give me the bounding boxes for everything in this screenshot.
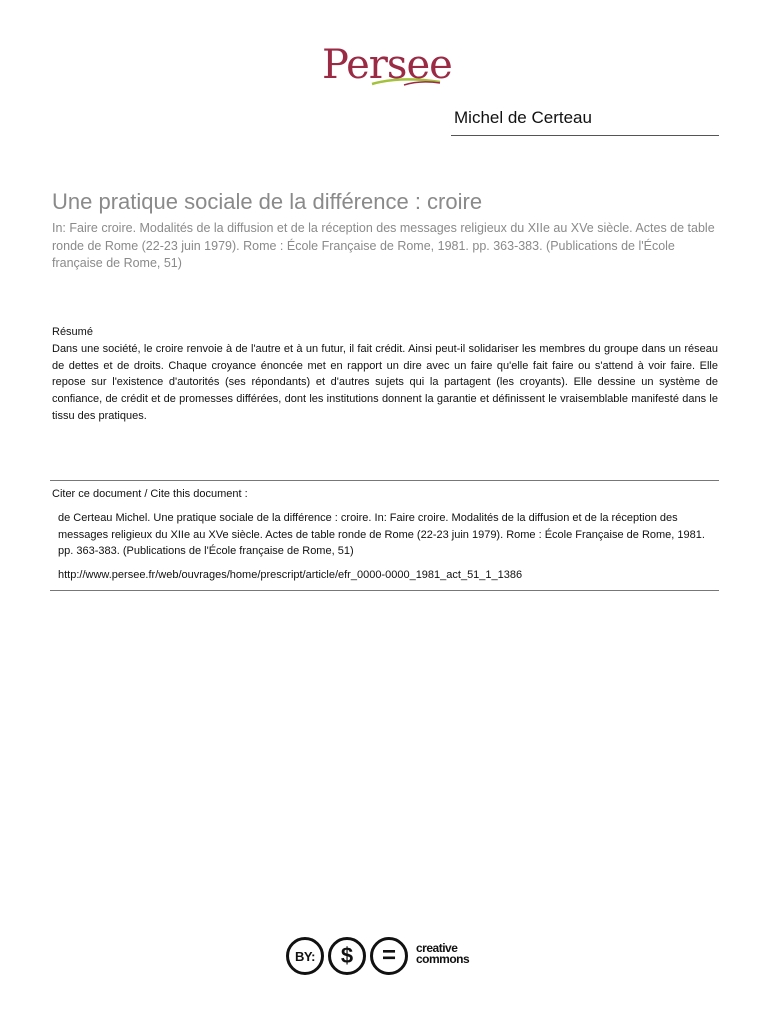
resume-body: Dans une société, le croire renvoie à de l'autre et à un futur, il fait crédit. Ainsi peut-il solidariser les membres du groupe dans un réseau de dettes et de droits. Chaque croyance énoncée met en rapport un dire avec un faire qu'elle fait faire ou s'attend à voir faire. Elle repose sur l'existence d'autorités (ses répondants) et d'autres sujets qui la partagent (les croyants). Elle dessine un système de confiance, de crédit et de promesses différées, dont les institutions donnent la garantie et définissent le vraisemblable manifesté dans le tissu des pratiques. [52, 343, 718, 422]
cc-nc-icon: $ [328, 937, 366, 975]
wordmark-line-1: creative [416, 941, 458, 955]
citation-heading: Citer ce document / Cite this document : [52, 488, 248, 500]
persee-logo-text: Persee [322, 42, 452, 88]
resume-heading: Résumé [52, 326, 93, 338]
author-name: Michel de Certeau [454, 108, 592, 127]
citation-top-divider [50, 480, 719, 481]
creative-commons-license-badge[interactable] [286, 937, 486, 977]
author-divider [451, 135, 719, 136]
logo-swoosh-icon [370, 74, 442, 88]
citation-text: de Certeau Michel. Une pratique sociale de la différence : croire. In: Faire croire. Modalités de la diffusion et de la réception des messages religieux du XIIe au XVe siècle. Actes de table ronde de Rome (22-23 juin 1979). Rome : École Française de Rome, 1981. pp. 363-383. (Publications de l'École française de Rome, 51) [58, 512, 705, 557]
article-source: In: Faire croire. Modalités de la diffusion et de la réception des messages religieux du XIIe au XVe siècle. Actes de table ronde de Rome (22-23 juin 1979). Rome : École Française de Rome, 1981. pp. 363-383. (Publications de l'École française de Rome, 51) [52, 221, 715, 270]
citation-bottom-divider [50, 590, 719, 591]
cc-by-icon: BY: [286, 937, 324, 975]
wordmark-line-2: commons [416, 952, 470, 966]
persee-logo[interactable] [322, 42, 452, 92]
creative-commons-wordmark [416, 943, 469, 965]
citation-url-link[interactable]: http://www.persee.fr/web/ouvrages/home/prescript/article/efr_0000-0000_1981_act_51_1_1386 [58, 569, 523, 581]
article-title: Une pratique sociale de la différence : croire [52, 189, 483, 214]
cc-nd-icon: = [370, 937, 408, 975]
